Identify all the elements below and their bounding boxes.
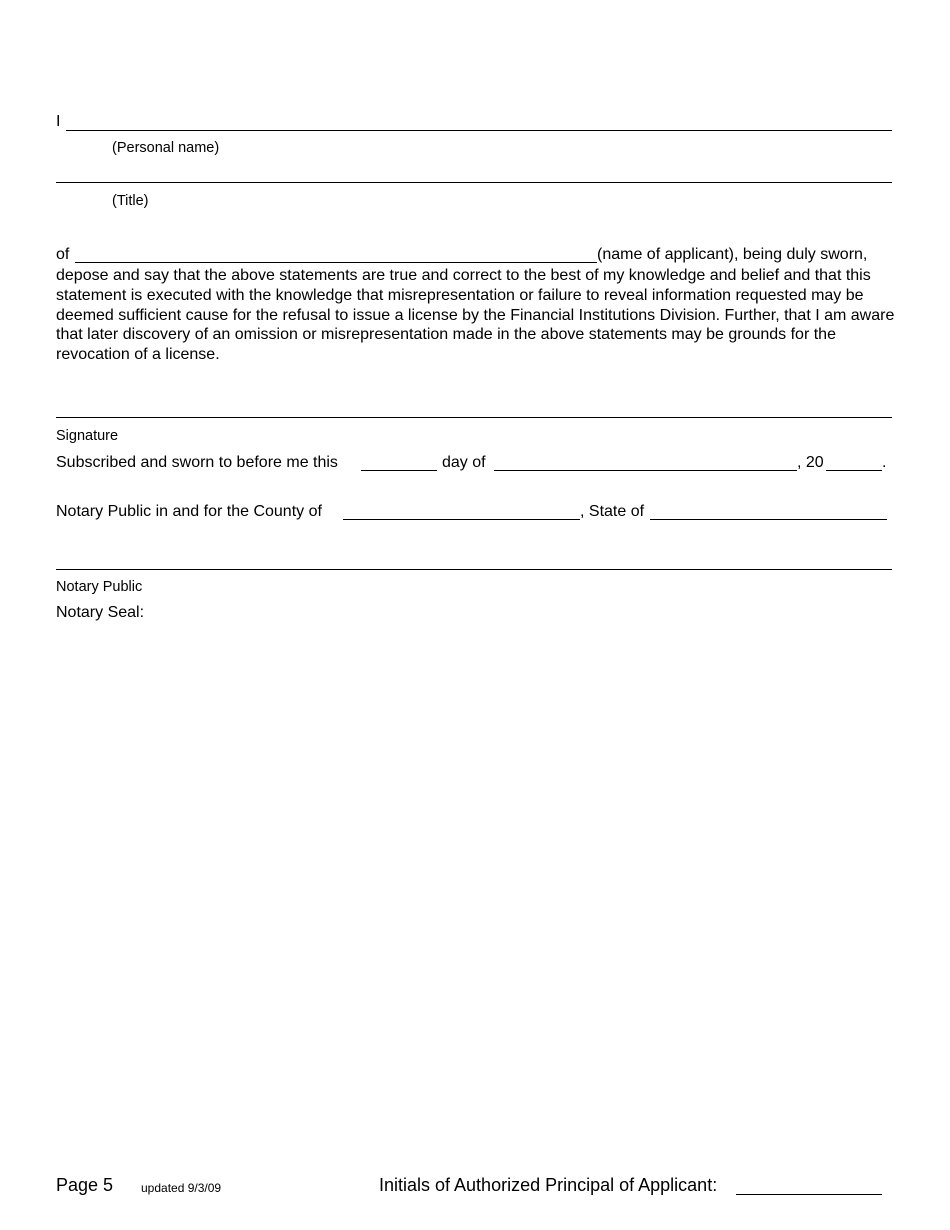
notary-seal-label: Notary Seal: bbox=[56, 604, 145, 621]
sworn-day-line[interactable] bbox=[361, 470, 437, 471]
updated-date: updated 9/3/09 bbox=[141, 1181, 222, 1195]
personal-name-caption: (Personal name) bbox=[112, 140, 220, 156]
title-caption: (Title) bbox=[112, 193, 149, 209]
sworn-prefix: Subscribed and sworn to before me this bbox=[56, 454, 338, 471]
notary-signature-line[interactable] bbox=[56, 569, 892, 570]
notary-county-prefix: Notary Public in and for the County of bbox=[56, 503, 322, 520]
year-suffix: . bbox=[882, 454, 887, 471]
initials-label: Initials of Authorized Principal of Applicant: bbox=[379, 1175, 718, 1195]
title-line[interactable] bbox=[56, 182, 892, 183]
page-number: Page 5 bbox=[56, 1175, 114, 1195]
sworn-month-line[interactable] bbox=[494, 470, 797, 471]
sworn-year-line[interactable] bbox=[826, 470, 882, 471]
state-of-label: , State of bbox=[580, 503, 645, 520]
initials-line[interactable] bbox=[736, 1194, 882, 1195]
applicant-suffix: (name of applicant), being duly sworn, bbox=[597, 246, 868, 263]
year-prefix: , 20 bbox=[797, 454, 824, 471]
personal-name-line[interactable] bbox=[66, 130, 892, 131]
day-of-label: day of bbox=[442, 454, 486, 471]
of-label: of bbox=[56, 246, 70, 263]
state-line[interactable] bbox=[650, 519, 887, 520]
signature-caption: Signature bbox=[56, 428, 119, 444]
notary-caption: Notary Public bbox=[56, 579, 143, 595]
i-label: I bbox=[56, 113, 61, 130]
county-line[interactable] bbox=[343, 519, 580, 520]
oath-statement: depose and say that the above statements are true and correct to the best of my knowledge and belief and that this statement is executed with the knowledge that misrepresentation or failure to reveal information requested may be deemed sufficient cause for the refusal to issue a license by the Financial Institutions Division. Further, that I am aware that later discovery of an omission or misrepresentation made in the above statements may be grounds for the revocation of a license. bbox=[56, 267, 895, 364]
applicant-name-line[interactable] bbox=[75, 262, 597, 263]
signature-line[interactable] bbox=[56, 417, 892, 418]
